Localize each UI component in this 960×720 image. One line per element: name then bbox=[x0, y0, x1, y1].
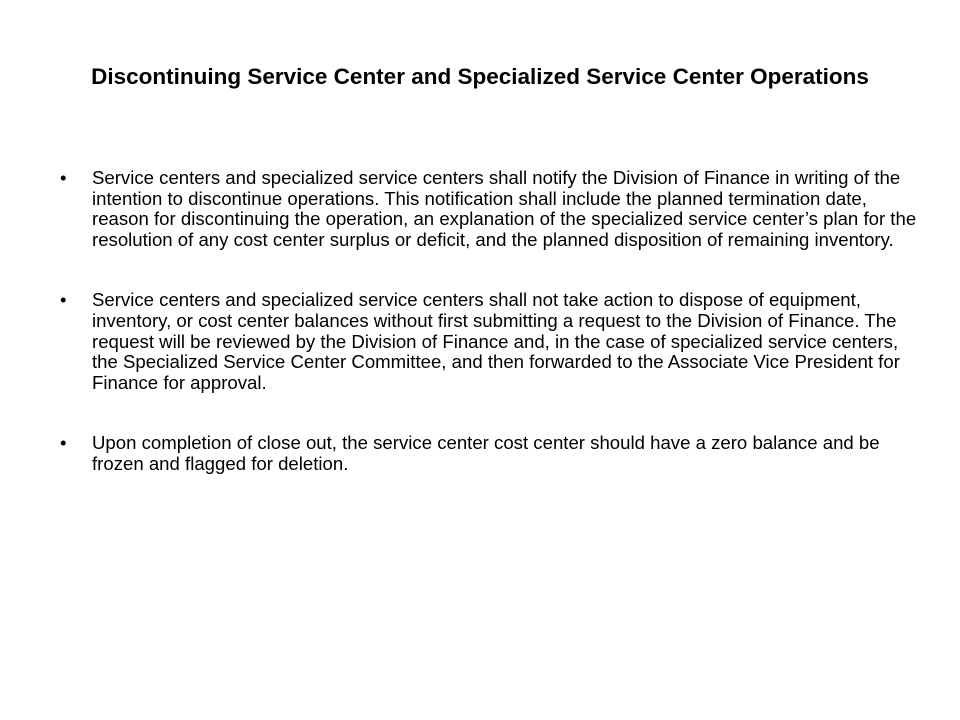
slide-title: Discontinuing Service Center and Specialized Service Center Operations bbox=[91, 64, 869, 89]
bullet-item bbox=[60, 290, 920, 393]
bullet-icon: • bbox=[60, 167, 67, 188]
bullet-item bbox=[60, 433, 920, 474]
bullet-list bbox=[60, 168, 920, 515]
bullet-text: Service centers and specialized service centers shall notify the Division of Finance in writing of the intention to discontinue operations. This notification shall include the planned termination date, reason for discontinuing the operation, an explanation of the specialized service center’s plan for the resolution of any cost center surplus or deficit, and the planned disposition of remaining inventory. bbox=[92, 167, 917, 250]
bullet-item bbox=[60, 168, 920, 250]
bullet-icon: • bbox=[60, 432, 67, 454]
bullet-text: Service centers and specialized service centers shall not take action to dispose of equipment, inventory, or cost center balances without first submitting a request to the Division of Finance. The request will be reviewed by the Division of Finance and, in the case of specialized service centers, the Specialized Service Center Committee, and then forwarded to the Associate Vice President for Finance for approval. bbox=[92, 289, 900, 393]
bullet-text: Upon completion of close out, the service center cost center should have a zero balance and be frozen and flagged for deletion. bbox=[92, 432, 880, 474]
bullet-icon: • bbox=[60, 289, 67, 311]
